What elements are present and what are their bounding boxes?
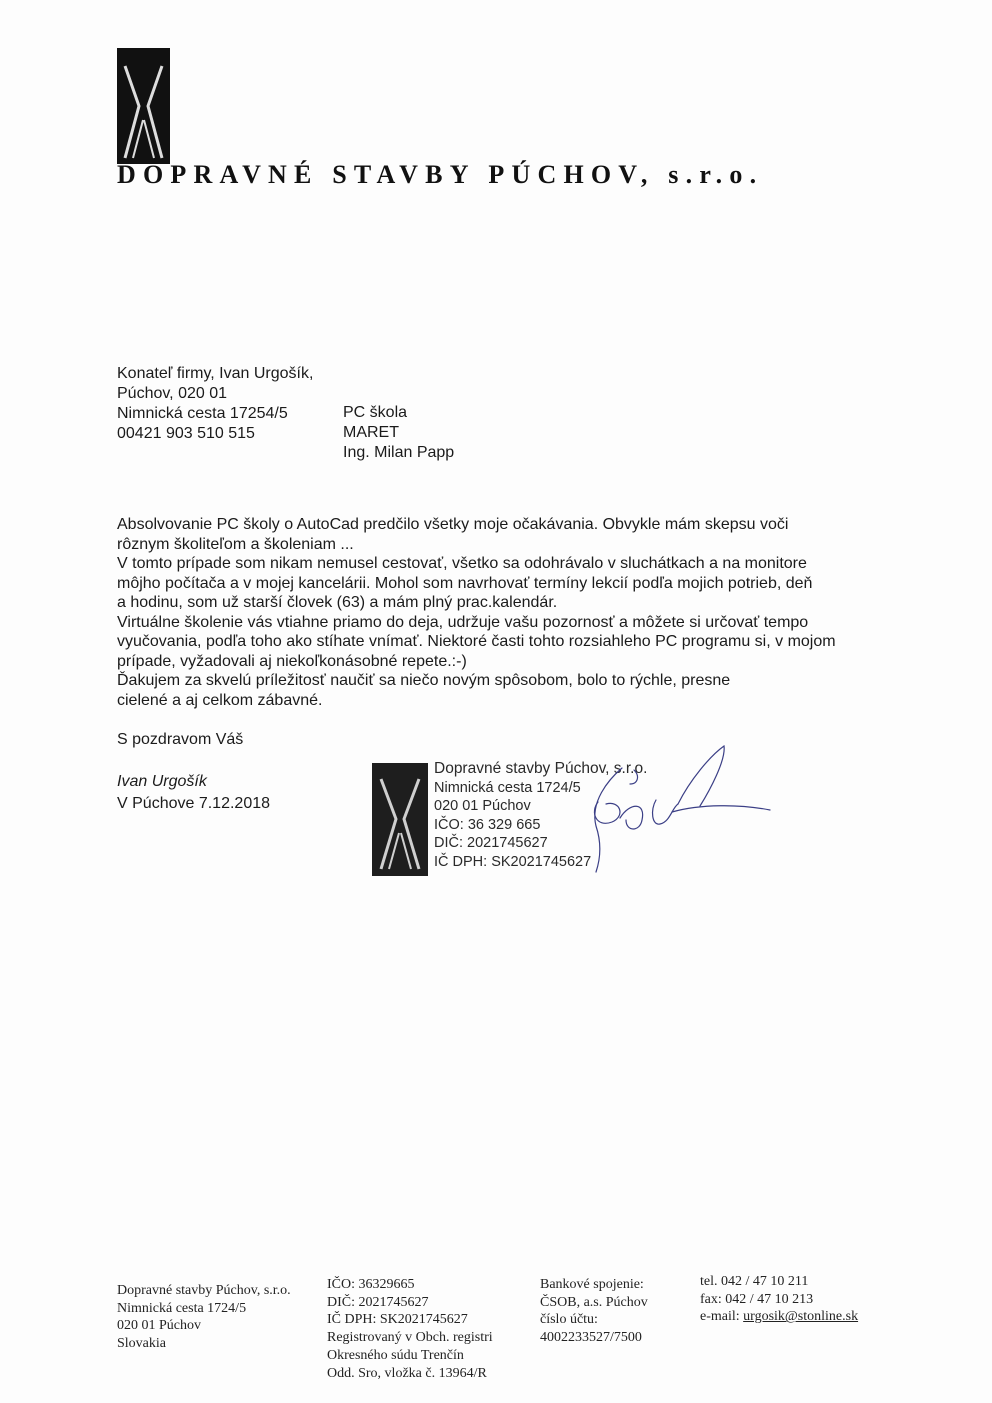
recipient-address <box>343 403 454 463</box>
signature-icon <box>560 740 780 880</box>
email-link[interactable]: urgosik@stonline.sk <box>743 1309 859 1325</box>
stamp-line: IČO: 36 329 665 <box>434 816 541 833</box>
sender-address <box>117 364 313 444</box>
body-line: vyučovania, podľa toho ako stíhate vnímať. Niektoré časti tohto rozsiahleho PC programu si, v mojom <box>117 633 836 650</box>
stamp-line: IČ DPH: SK2021745627 <box>434 853 592 870</box>
footer-email-row <box>700 1308 858 1326</box>
stamp-line: DIČ: 2021745627 <box>434 835 548 851</box>
stamp-line: Nimnická cesta 1724/5 <box>434 779 581 796</box>
footer-registration <box>327 1276 493 1382</box>
sender-line: 00421 903 510 515 <box>117 425 255 442</box>
footer-bank <box>540 1276 648 1347</box>
footer-fax: fax: 042 / 47 10 213 <box>700 1291 814 1307</box>
body-line: prípade, vyžadovali aj niekoľkonásobné repete.:-) <box>117 652 467 670</box>
body-line: cielené a aj celkom zábavné. <box>117 691 323 709</box>
signatory-name: Ivan Urgošík <box>117 773 207 790</box>
footer-tel: tel. 042 / 47 10 211 <box>700 1274 809 1289</box>
stamp-line: 020 01 Púchov <box>434 798 531 814</box>
sender-line: Nimnická cesta 17254/5 <box>117 405 288 422</box>
stamp-line: Dopravné stavby Púchov, s.r.o. <box>434 760 648 777</box>
footer-line: 020 01 Púchov <box>117 1318 201 1334</box>
recipient-line: PC škola <box>343 404 408 421</box>
body-line: Absolvovanie PC školy o AutoCad predčilo všetky moje očakávania. Obvykle mám skepsu voči <box>117 516 789 533</box>
footer-line: Registrovaný v Obch. registri <box>327 1330 493 1346</box>
footer-line: IČ DPH: SK2021745627 <box>327 1312 468 1328</box>
recipient-line: MARET <box>343 424 399 441</box>
body-line: Virtuálne školenie vás vtiahne priamo do deja, udržuje vašu pozornosť a môžete si určovať tempo <box>117 613 809 631</box>
footer-line: Nimnická cesta 1724/5 <box>117 1300 247 1316</box>
footer-line: ČSOB, a.s. Púchov <box>540 1294 648 1310</box>
footer-line: Dopravné stavby Púchov, s.r.o. <box>117 1283 291 1298</box>
footer-line: 4002233527/7500 <box>540 1330 642 1346</box>
letter-body <box>117 515 877 710</box>
footer-line: IČO: 36329665 <box>327 1277 415 1292</box>
place-date: V Púchove 7.12.2018 <box>117 795 271 812</box>
sender-line: Púchov, 020 01 <box>117 385 228 402</box>
company-name: DOPRAVNÉ STAVBY PÚCHOV, s.r.o. <box>117 160 764 189</box>
footer-company <box>117 1282 291 1353</box>
company-logo-icon <box>117 48 170 164</box>
body-line: a hodinu, som už starší človek (63) a mám plný prac.kalendár. <box>117 594 558 611</box>
footer-email-label: e-mail: <box>700 1309 744 1325</box>
body-line: V tomto prípade som nikam nemusel cestovať, všetko sa odohrávalo v sluchátkach a na monitore <box>117 555 807 572</box>
footer-line: Odd. Sro, vložka č. 13964/R <box>327 1365 487 1381</box>
recipient-line: Ing. Milan Papp <box>343 444 455 461</box>
body-line: rôznym školiteľom a školeniam ... <box>117 535 354 553</box>
stamp-logo-icon <box>372 763 428 876</box>
body-line: Ďakujem za skvelú príležitosť naučiť sa niečo novým spôsobom, bolo to rýchle, presne <box>117 672 731 689</box>
footer-line: Okresného súdu Trenčín <box>327 1347 464 1363</box>
sender-line: Konateľ firmy, Ivan Urgošík, <box>117 365 314 382</box>
footer-line: DIČ: 2021745627 <box>327 1294 429 1310</box>
closing-greeting: S pozdravom Váš <box>117 731 244 748</box>
footer-line: Bankové spojenie: <box>540 1277 644 1292</box>
footer-line: Slovakia <box>117 1336 166 1352</box>
body-line: môjho počítača a v mojej kancelárii. Mohol som navrhovať termíny lekcií podľa mojich potrieb, deň <box>117 574 813 592</box>
footer-contact <box>700 1273 858 1326</box>
footer-line: číslo účtu: <box>540 1312 598 1328</box>
